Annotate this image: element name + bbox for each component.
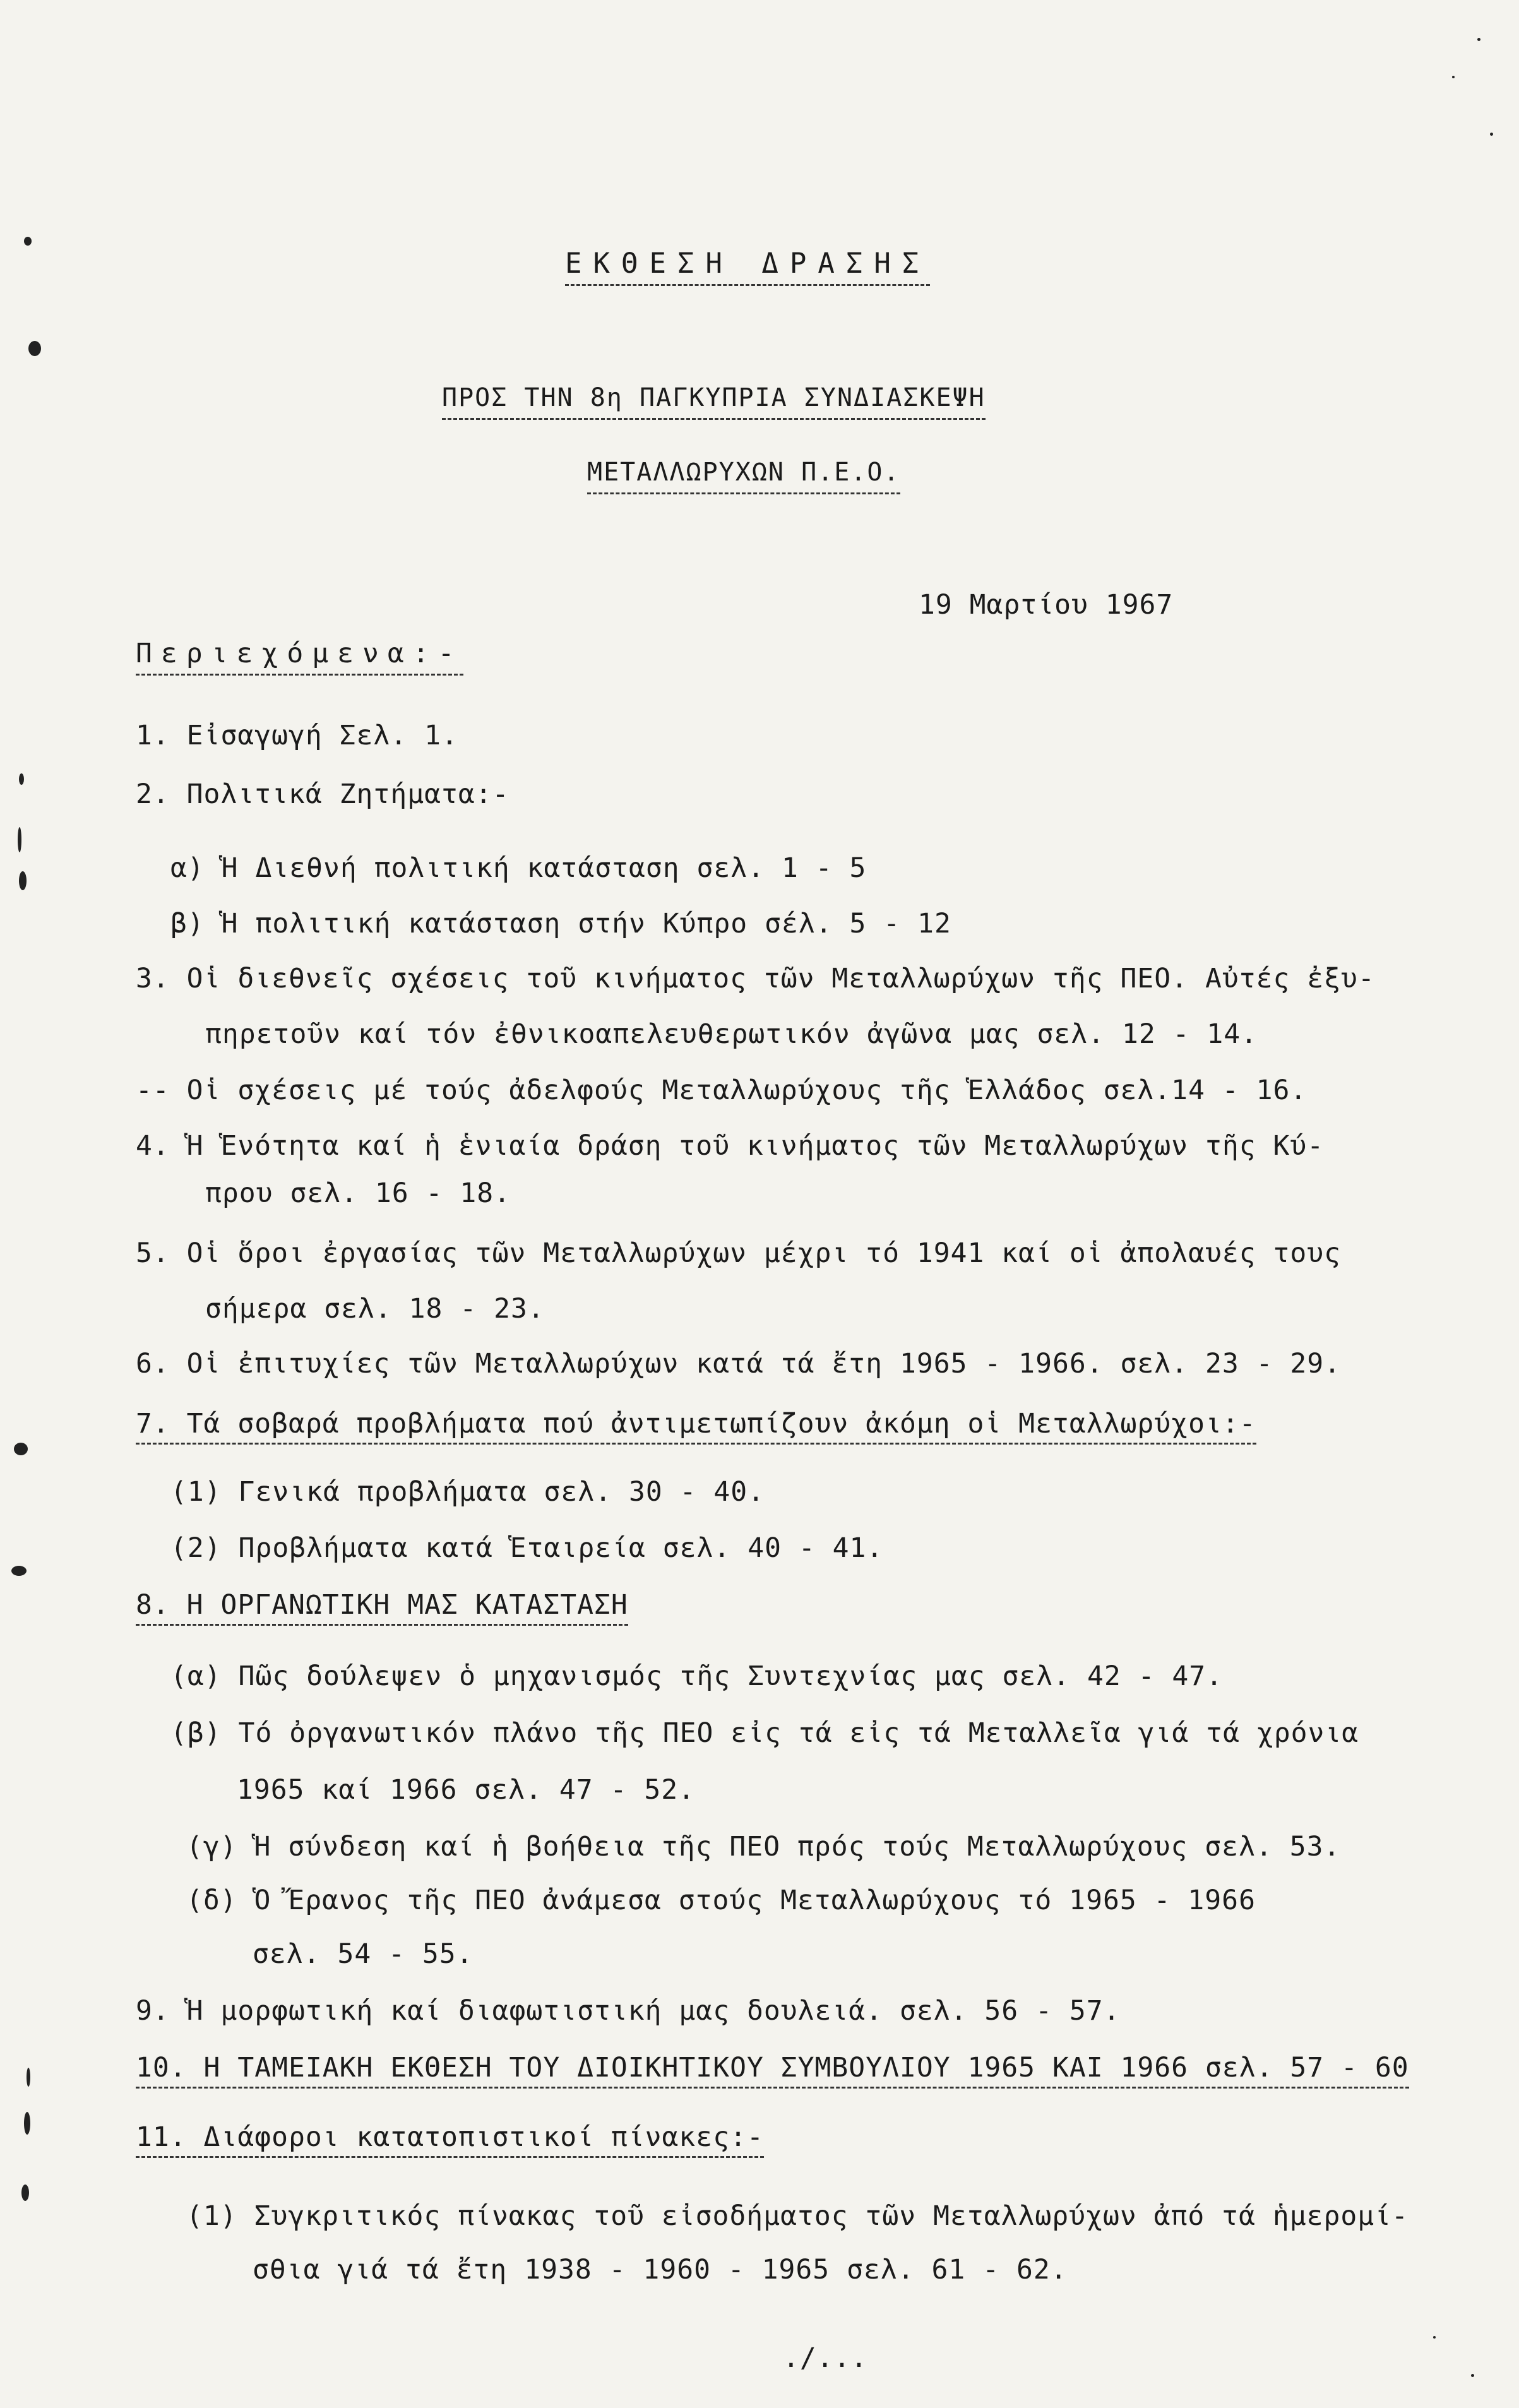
toc-line-8: 8. Η ΟΡΓΑΝΩΤΙΚΗ ΜΑΣ ΚΑΤΑΣΤΑΣΗ <box>136 1586 628 1626</box>
toc-line-5-cont: σήμερα σελ. 18 - 23. <box>205 1293 545 1325</box>
scan-speck <box>19 871 27 890</box>
contents-heading: Περιεχόμενα:- <box>136 635 463 676</box>
toc-line-2b: β) Ἡ πολιτική κατάσταση στήν Κύπρο σέλ. 5 - 12 <box>170 908 951 939</box>
toc-line-11-1-cont: σθια γιά τά ἔτη 1938 - 1960 - 1965 σελ. 61 - 62. <box>253 2254 1068 2286</box>
toc-line-2: 2. Πολιτικά Ζητήματα:- <box>136 778 509 810</box>
toc-line-5: 5. Οἱ ὅροι ἐργασίας τῶν Μεταλλωρύχων μέχρι τό 1941 καί οἱ ἀπολαυές τους <box>136 1237 1342 1269</box>
toc-line-2a: α) Ἡ Διεθνή πολιτική κατάσταση σελ. 1 - 5 <box>170 852 867 884</box>
toc-line-8a: (α) Πῶς δούλεψεν ὁ μηχανισμός τῆς Συντεχνίας μας σελ. 42 - 47. <box>170 1660 1224 1692</box>
scan-speck <box>1471 2374 1474 2377</box>
toc-line-4-cont: πρου σελ. 16 - 18. <box>205 1177 511 1209</box>
scan-speck <box>21 2184 29 2201</box>
toc-line-11: 11. Διάφοροι κατατοπιστικοί πίνακες:- <box>136 2118 764 2158</box>
continuation-mark: ./... <box>783 2342 868 2374</box>
scan-speck <box>24 237 32 246</box>
scan-speck <box>19 773 24 785</box>
toc-line-1: 1. Εἰσαγωγή Σελ. 1. <box>136 720 458 751</box>
toc-line-7: 7. Τά σοβαρά προβλήματα πού ἀντιμετωπίζουν ἀκόμη οἱ Μεταλλωρύχοι:- <box>136 1405 1256 1445</box>
toc-line-4: 4. Ἡ Ἑνότητα καί ἡ ἑνιαία δράση τοῦ κινήματος τῶν Μεταλλωρύχων τῆς Κύ- <box>136 1130 1325 1162</box>
toc-line-8b: (β) Τό ὀργανωτικόν πλάνο τῆς ΠΕΟ εἰς τά εἰς τά Μεταλλεῖα γιά τά χρόνια <box>170 1717 1359 1749</box>
toc-line-8c: (γ) Ἡ σύνδεση καί ἡ βοήθεια τῆς ΠΕΟ πρός τούς Μεταλλωρύχους σελ. 53. <box>186 1831 1341 1863</box>
scan-speck <box>1452 76 1455 78</box>
scan-speck <box>1477 38 1480 41</box>
scan-speck <box>11 1566 27 1576</box>
report-title: ΕΚΘΕΣΗ ΔΡΑΣΗΣ <box>565 245 930 286</box>
scan-speck <box>1433 2336 1436 2339</box>
toc-line-8d-cont: σελ. 54 - 55. <box>253 1938 474 1970</box>
report-subtitle-union: ΜΕΤΑΛΛΩΡΥΧΩΝ Π.Ε.Ο. <box>587 453 900 494</box>
toc-line-7-1: (1) Γενικά προβλήματα σελ. 30 - 40. <box>170 1476 765 1508</box>
scan-speck <box>14 1443 28 1455</box>
toc-line-3-cont: πηρετοῦν καί τόν ἐθνικοαπελευθερωτικόν ἀγῶνα μας σελ. 12 - 14. <box>205 1018 1258 1050</box>
toc-line-8b-cont: 1965 καί 1966 σελ. 47 - 52. <box>237 1774 695 1806</box>
report-subtitle-conference: ΠΡΟΣ ΤΗΝ 8η ΠΑΓΚΥΠΡΙΑ ΣΥΝΔΙΑΣΚΕΨΗ <box>442 379 986 420</box>
scan-speck <box>18 827 21 852</box>
toc-line-3-sub: -- Οἱ σχέσεις μέ τούς ἀδελφούς Μεταλλωρύχους τῆς Ἑλλάδος σελ.14 - 16. <box>136 1075 1308 1106</box>
toc-line-10: 10. Η ΤΑΜΕΙΑΚΗ ΕΚΘΕΣΗ ΤΟΥ ΔΙΟΙΚΗΤΙΚΟΥ ΣΥΜΒΟΥΛΙΟΥ 1965 ΚΑΙ 1966 σελ. 57 - 60 <box>136 2049 1409 2089</box>
toc-line-6: 6. Οἱ ἐπιτυχίες τῶν Μεταλλωρύχων κατά τά ἔτη 1965 - 1966. σελ. 23 - 29. <box>136 1348 1342 1380</box>
scan-speck <box>27 2068 30 2087</box>
toc-line-9: 9. Ἡ μορφωτική καί διαφωτιστική μας δουλειά. σελ. 56 - 57. <box>136 1995 1121 2027</box>
scan-speck <box>1490 133 1493 136</box>
toc-line-3: 3. Οἱ διεθνεῖς σχέσεις τοῦ κινήματος τῶν Μεταλλωρύχων τῆς ΠΕΟ. Αὐτές ἐξυ- <box>136 963 1375 994</box>
toc-line-8d: (δ) Ὁ Ἔρανος τῆς ΠΕΟ ἀνάμεσα στούς Μεταλλωρύχους τό 1965 - 1966 <box>186 1885 1256 1916</box>
report-date: 19 Μαρτίου 1967 <box>919 589 1174 621</box>
scan-speck <box>28 341 41 356</box>
toc-line-11-1: (1) Συγκριτικός πίνακας τοῦ εἰσοδήματος τῶν Μεταλλωρύχων ἀπό τά ἡμερομί- <box>186 2200 1409 2232</box>
scan-speck <box>24 2112 30 2135</box>
toc-line-7-2: (2) Προβλήματα κατά Ἑταιρεία σελ. 40 - 41. <box>170 1532 884 1564</box>
